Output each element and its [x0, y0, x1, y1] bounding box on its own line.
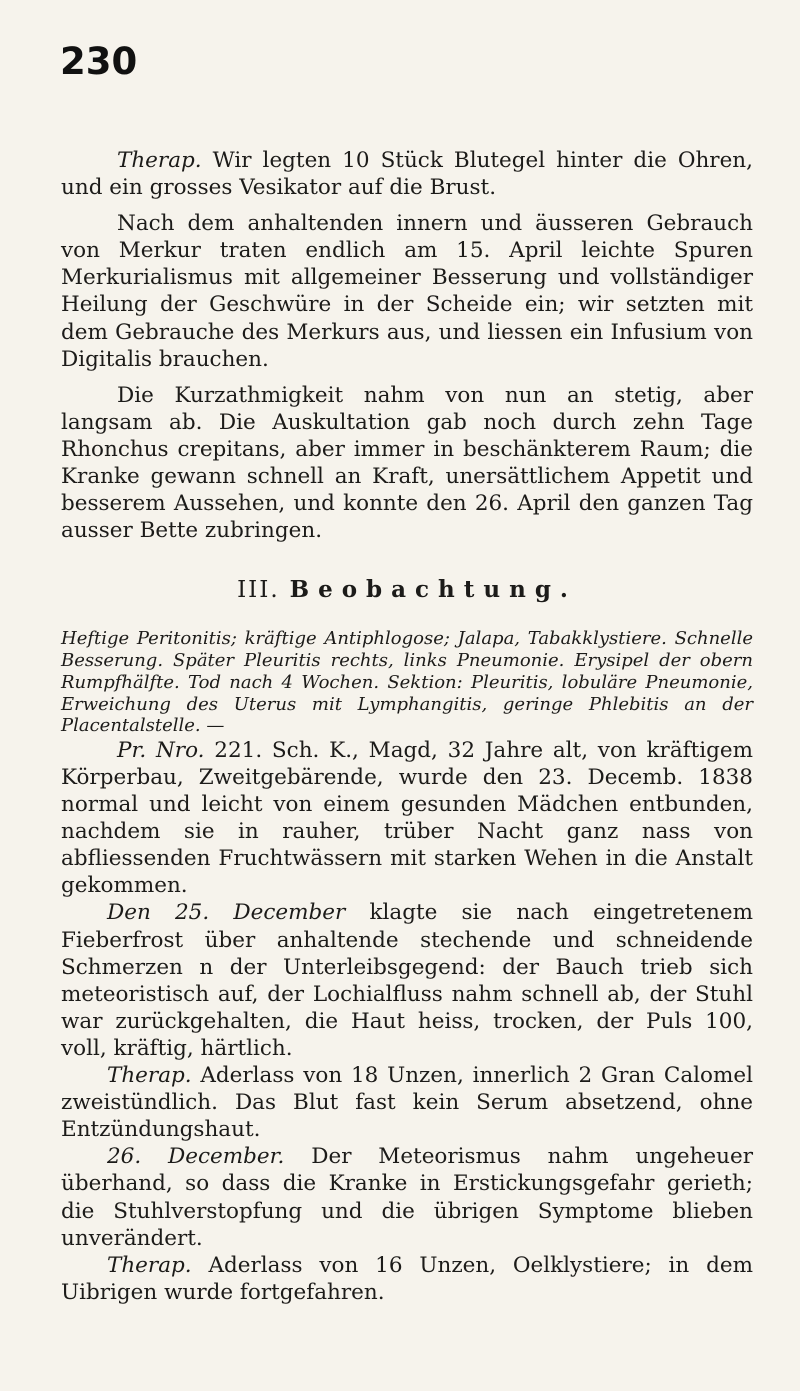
section-title: Beobachtung. — [289, 576, 577, 604]
case-abstract: Heftige Peritonitis; kräftige Antiphlogose; Jalapa, Tabakklystiere. Schnelle Besserung. Später Pleuritis rechts, links Pneumonie. Erysipel der obern Rumpfhälfte. Tod nach 4 Wochen. Sektion: Pleuritis, lobuläre Pneumonie, Erweichung des Uterus mit Lymphangitis, geringe Phlebitis an der Placentalstelle. — — [61, 628, 753, 737]
paragraph-therapy-1 — [61, 147, 753, 201]
section-heading — [61, 576, 753, 604]
case-paragraph-therapy-1 — [61, 1062, 753, 1143]
paragraph-mercury: Nach dem anhaltenden innern und äusseren Gebrauch von Merkur traten endlich am 15. April leichte Spuren Merkurialismus mit allgemeiner Besserung und vollständiger Heilung der Geschwüre in der Scheide ein; wir setzten mit dem Gebrauche des Merkurs aus, und liessen ein Infusium von Digitalis brauchen. — [61, 211, 753, 372]
case-text: 221. Sch. K., Magd, 32 Jahre alt, von kräftigem Körperbau, Zweitgebärende, wurde den 23. Decemb. 1838 normal und leicht von einem gesunden Mädchen entbunden, nachdem sie in rauher, trüber Nacht ganz nass von abfliessenden Fruchtwässern mit starken Wehen in die Anstalt gekommen. — [61, 737, 753, 899]
therapy-label: Therap. — [107, 1063, 192, 1089]
case-paragraph-intro — [61, 737, 753, 900]
case-paragraph-dec26 — [61, 1143, 753, 1251]
case-paragraph-dec25 — [61, 899, 753, 1062]
case-text: Der Meteorismus nahm ungeheuer überhand, so dass die Kranke in Erstickungsgefahr gerieth; die Stuhlverstopfung und die übrigen Symptome blieben unverändert. — [61, 1144, 753, 1251]
case-text: Aderlass von 18 Unzen, innerlich 2 Gran Calomel zweistündlich. Das Blut fast kein Serum absetzend, ohne Entzündungshaut. — [61, 1063, 753, 1143]
section-number: III. — [237, 577, 280, 604]
page-number: 230 — [60, 40, 138, 83]
therapy-label: Therap. — [107, 1252, 192, 1278]
paragraph-recovery: Die Kurzathmigkeit nahm von nun an stetig, aber langsam ab. Die Auskultation gab noch durch zehn Tage Rhonchus crepitans, aber immer in beschänkterem Raum; die Kranke gewann schnell an Kraft, unersättlichem Appetit und besserem Aussehen, und konnte den 26. April den ganzen Tag ausser Bette zubringen. — [61, 382, 753, 544]
paragraph-text: Wir legten 10 Stück Blutegel hinter die Ohren, und ein grosses Vesikator auf die Brust. — [61, 148, 753, 201]
case-paragraph-therapy-2 — [61, 1252, 753, 1306]
date-label: 26. December. — [107, 1144, 285, 1170]
therapy-label: Therap. — [117, 148, 202, 173]
case-number-label: Pr. Nro. — [117, 737, 205, 763]
case-text: Aderlass von 16 Unzen, Oelklystiere; in dem Uibrigen wurde fortgefahren. — [61, 1252, 753, 1305]
case-text: klagte sie nach eingetretenem Fieberfrost über anhaltende stechende und schneidende Schmerzen n der Unterleibsgegend: der Bauch trieb sich meteoristisch auf, der Lochialfluss nahm schnell ab, der Stuhl war zurückgehalten, die Haut heiss, trocken, der Puls 100, voll, kräftig, härtlich. — [61, 900, 753, 1061]
body-text — [61, 147, 753, 1306]
case-report — [61, 737, 753, 1306]
date-label: Den 25. December — [107, 900, 346, 926]
